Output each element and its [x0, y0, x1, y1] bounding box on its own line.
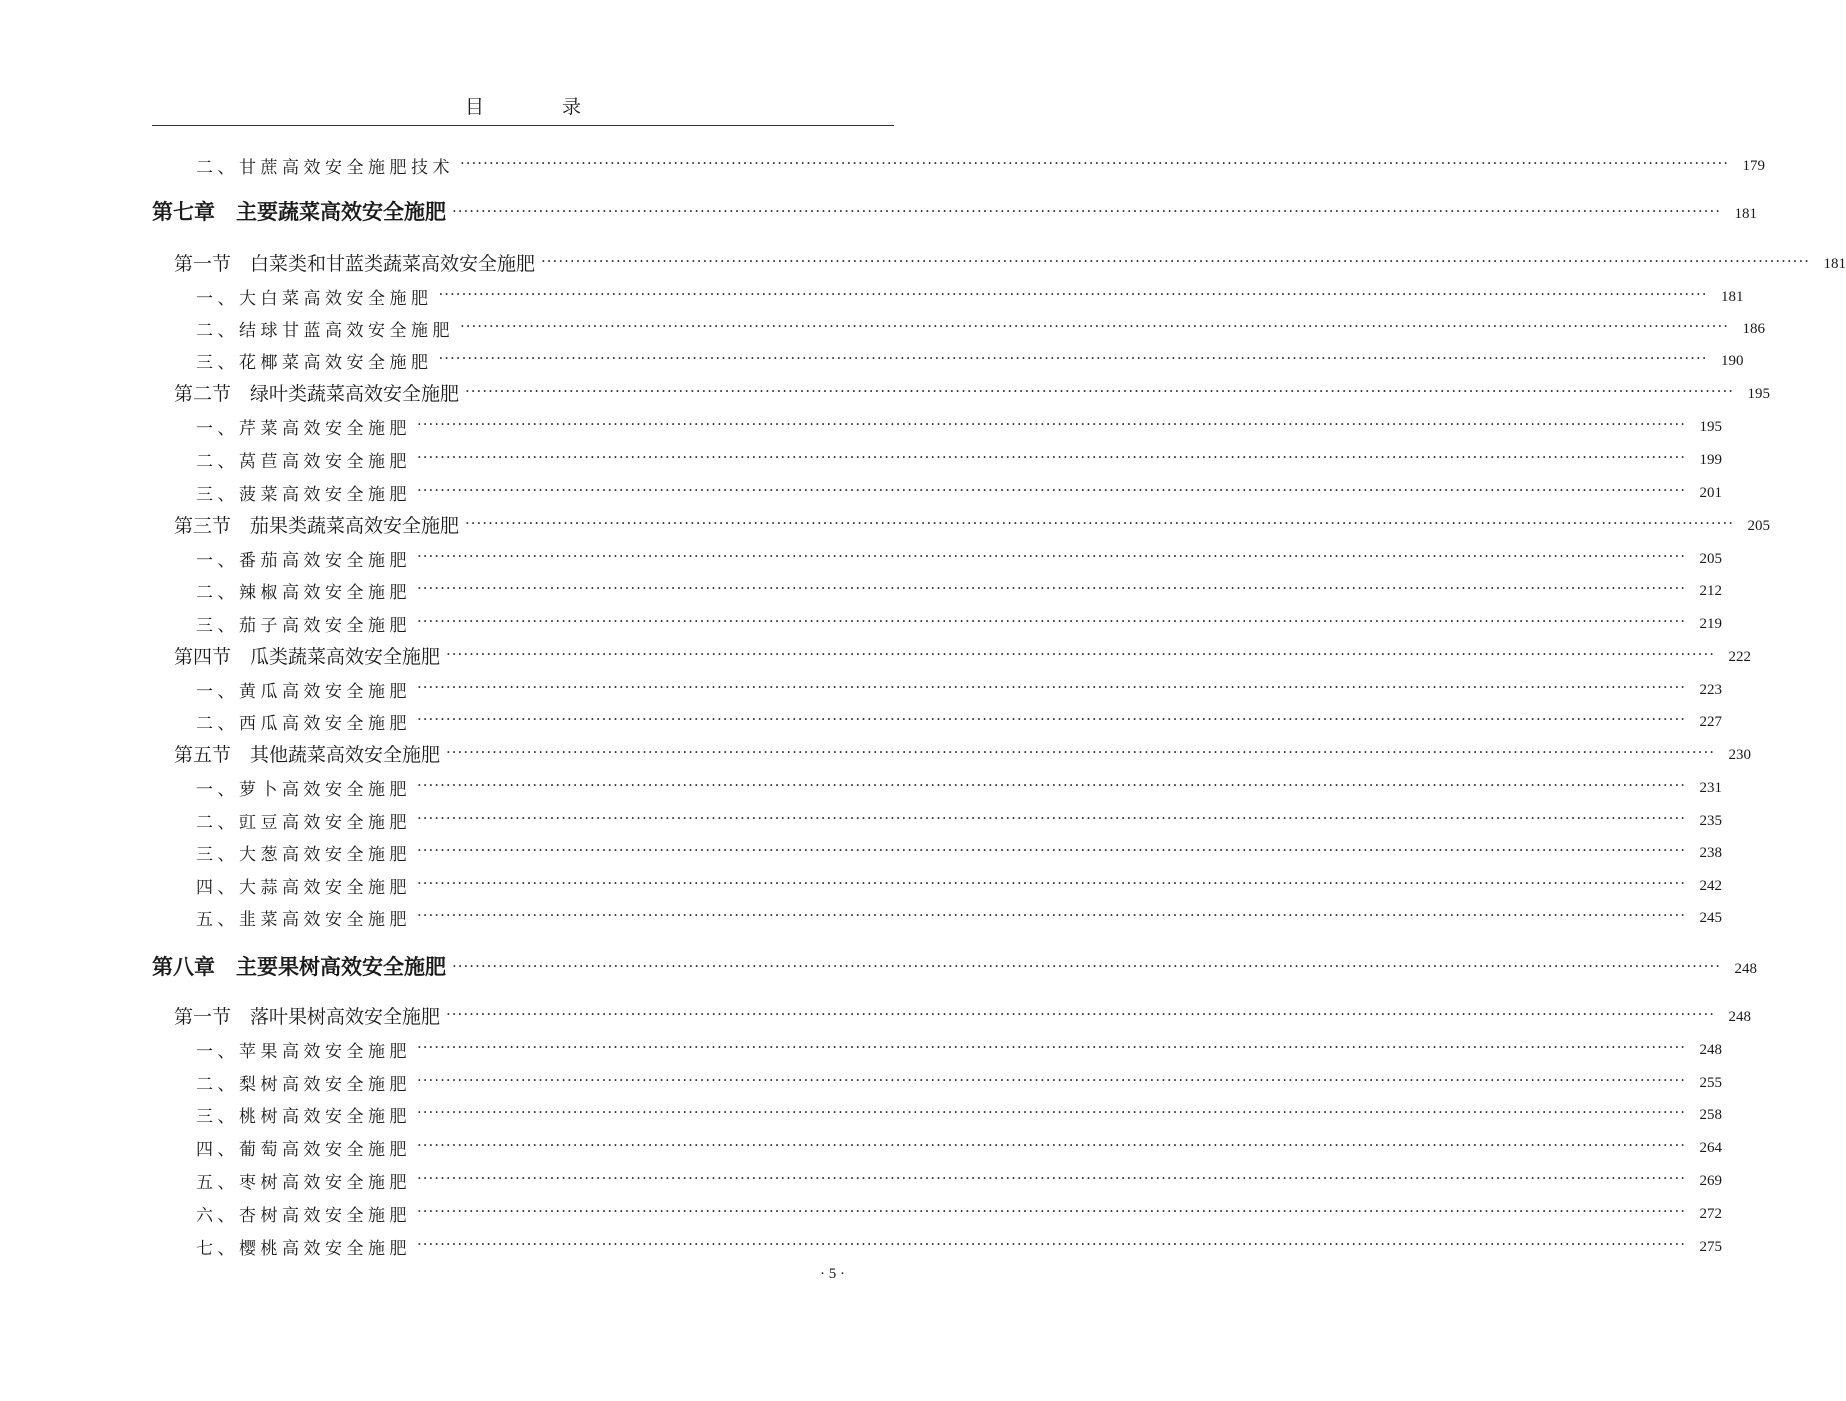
- toc-item-entry[interactable]: [152, 1130, 1722, 1160]
- toc-leader-dots: ····························································································································································································································: [417, 809, 1686, 827]
- toc-item-entry[interactable]: [152, 835, 1722, 865]
- toc-page-number: 248: [1699, 1042, 1722, 1058]
- toc-entry-label: 二、辣椒高效安全施肥: [196, 583, 411, 603]
- toc-entry-label: 一、大白菜高效安全施肥: [196, 289, 433, 309]
- toc-entry-label: 二、莴苣高效安全施肥: [196, 452, 411, 472]
- toc-leader-dots: ····························································································································································································································: [417, 481, 1686, 499]
- toc-entry-label: 二、甘蔗高效安全施肥技术: [196, 158, 454, 178]
- toc-leader-dots: ····························································································································································································································: [417, 841, 1686, 859]
- toc-leader-dots: ····························································································································································································································: [446, 1005, 1715, 1023]
- toc-page-number: 179: [1742, 158, 1765, 174]
- toc-leader-dots: ····························································································································································································································: [452, 202, 1721, 220]
- toc-page-number: 264: [1699, 1140, 1722, 1156]
- toc-item-entry[interactable]: [152, 442, 1722, 472]
- toc-page-number: 199: [1699, 452, 1722, 468]
- toc-item-entry[interactable]: [152, 311, 1765, 341]
- toc-section-entry[interactable]: [152, 999, 1751, 1029]
- toc-item-entry[interactable]: [152, 1196, 1722, 1226]
- toc-item-entry[interactable]: [152, 704, 1722, 734]
- toc-page-number: 219: [1699, 616, 1722, 632]
- toc-page-number: 227: [1699, 714, 1722, 730]
- toc-leader-dots: ····························································································································································································································: [417, 612, 1686, 630]
- toc-page-number: 181: [1734, 206, 1757, 222]
- toc-page-number: 269: [1699, 1173, 1722, 1189]
- toc-page-number: 255: [1699, 1075, 1722, 1091]
- toc-entry-label: 一、芹菜高效安全施肥: [196, 419, 411, 439]
- toc-section-entry[interactable]: [152, 376, 1770, 406]
- toc-item-entry[interactable]: [152, 1229, 1722, 1259]
- toc-entry-label: 第三节 茄果类蔬菜高效安全施肥: [174, 515, 460, 537]
- toc-item-entry[interactable]: [152, 803, 1722, 833]
- toc-item-entry[interactable]: [152, 1097, 1722, 1127]
- toc-entry-label: 三、大葱高效安全施肥: [196, 845, 411, 865]
- toc-leader-dots: ····························································································································································································································: [417, 1071, 1686, 1089]
- toc-leader-dots: ····························································································································································································································: [417, 710, 1686, 728]
- toc-entry-label: 二、西瓜高效安全施肥: [196, 714, 411, 734]
- toc-page-number: 245: [1699, 910, 1722, 926]
- toc-entry-label: 第一节 白菜类和甘蓝类蔬菜高效安全施肥: [174, 253, 536, 275]
- toc-leader-dots: ····························································································································································································································: [417, 776, 1686, 794]
- toc-leader-dots: ····························································································································································································································: [438, 349, 1708, 367]
- toc-item-entry[interactable]: [152, 1163, 1722, 1193]
- toc-leader-dots: ····························································································································································································································: [417, 415, 1686, 433]
- toc-page-number: 238: [1699, 845, 1722, 861]
- toc-leader-dots: ····························································································································································································································: [452, 957, 1721, 975]
- toc-item-entry[interactable]: [152, 541, 1722, 571]
- toc-item-entry[interactable]: [152, 343, 1744, 373]
- toc-entry-label: 三、菠菜高效安全施肥: [196, 485, 411, 505]
- toc-leader-dots: ····························································································································································································································: [417, 448, 1686, 466]
- header-rule: [152, 125, 894, 126]
- toc-page-number: 181: [1823, 256, 1846, 272]
- toc-page-number: 242: [1699, 878, 1722, 894]
- toc-entry-label: 一、萝卜高效安全施肥: [196, 780, 411, 800]
- toc-leader-dots: ····························································································································································································································: [417, 1103, 1686, 1121]
- toc-entry-label: 五、韭菜高效安全施肥: [196, 910, 411, 930]
- toc-leader-dots: ····························································································································································································································: [417, 579, 1686, 597]
- toc-item-entry[interactable]: [152, 900, 1722, 930]
- toc-page-number: 201: [1699, 485, 1722, 501]
- toc-item-entry[interactable]: [152, 1032, 1722, 1062]
- toc-page-number: 223: [1699, 682, 1722, 698]
- toc-chapter-entry[interactable]: [152, 951, 1757, 981]
- toc-entry-label: 五、枣树高效安全施肥: [196, 1173, 411, 1193]
- toc-leader-dots: ····························································································································································································································: [541, 252, 1810, 270]
- toc-page-number: 275: [1699, 1239, 1722, 1255]
- toc-leader-dots: ····························································································································································································································: [465, 382, 1734, 400]
- toc-entry-label: 第一节 落叶果树高效安全施肥: [174, 1006, 441, 1028]
- toc-entry-label: 三、花椰菜高效安全施肥: [196, 353, 433, 373]
- toc-leader-dots: ····························································································································································································································: [417, 1235, 1686, 1253]
- toc-page-number: 205: [1747, 518, 1770, 534]
- toc-item-entry[interactable]: [152, 1065, 1722, 1095]
- toc-item-entry[interactable]: [152, 279, 1744, 309]
- toc-page-number: 181: [1720, 289, 1744, 305]
- toc-leader-dots: ····························································································································································································································: [417, 1038, 1686, 1056]
- toc-page-number: 212: [1699, 583, 1722, 599]
- toc-entry-label: 一、苹果高效安全施肥: [196, 1042, 411, 1062]
- page-number: · 5 ·: [820, 1266, 845, 1282]
- toc-entry-label: 七、樱桃高效安全施肥: [196, 1239, 411, 1259]
- toc-entry-label: 三、桃树高效安全施肥: [196, 1107, 411, 1127]
- toc-entry-label: 四、大蒜高效安全施肥: [196, 878, 411, 898]
- toc-leader-dots: ····························································································································································································································: [438, 285, 1708, 303]
- toc-entry-label: 第八章 主要果树高效安全施肥: [152, 955, 446, 979]
- toc-leader-dots: ····························································································································································································································: [446, 645, 1715, 663]
- toc-item-entry[interactable]: [152, 148, 1765, 178]
- toc-entry-label: 第二节 绿叶类蔬菜高效安全施肥: [174, 383, 460, 405]
- toc-entry-label: 四、葡萄高效安全施肥: [196, 1140, 411, 1160]
- toc-entry-label: 一、番茄高效安全施肥: [196, 551, 411, 571]
- toc-page-number: 186: [1742, 321, 1765, 337]
- page-header-title: 目 录: [464, 96, 618, 118]
- toc-page-number: 272: [1699, 1206, 1722, 1222]
- toc-entry-label: 一、黄瓜高效安全施肥: [196, 682, 411, 702]
- toc-page-number: 230: [1728, 747, 1751, 763]
- toc-leader-dots: ····························································································································································································································: [460, 154, 1729, 172]
- toc-item-entry[interactable]: [152, 606, 1722, 636]
- toc-entry-label: 第五节 其他蔬菜高效安全施肥: [174, 744, 441, 766]
- toc-item-entry[interactable]: [152, 672, 1722, 702]
- toc-page-number: 231: [1699, 780, 1722, 796]
- toc-chapter-entry[interactable]: [152, 196, 1757, 226]
- toc-leader-dots: ····························································································································································································································: [417, 547, 1686, 565]
- toc-page-number: 205: [1699, 551, 1722, 567]
- toc-page-number: 195: [1699, 419, 1722, 435]
- toc-page-number: 248: [1734, 961, 1757, 977]
- toc-entry-label: 二、结球甘蓝高效安全施肥: [196, 321, 454, 341]
- toc-leader-dots: ····························································································································································································································: [417, 1169, 1686, 1187]
- toc-page-number: 235: [1699, 813, 1722, 829]
- toc-entry-label: 第四节 瓜类蔬菜高效安全施肥: [174, 646, 441, 668]
- toc-leader-dots: ····························································································································································································································: [417, 906, 1686, 924]
- toc-leader-dots: ····························································································································································································································: [460, 317, 1729, 335]
- toc-entry-label: 六、杏树高效安全施肥: [196, 1206, 411, 1226]
- toc-leader-dots: ····························································································································································································································: [417, 678, 1686, 696]
- toc-leader-dots: ····························································································································································································································: [417, 874, 1686, 892]
- toc-item-entry[interactable]: [152, 573, 1722, 603]
- toc-entry-label: 三、茄子高效安全施肥: [196, 616, 411, 636]
- toc-entry-label: 二、梨树高效安全施肥: [196, 1075, 411, 1095]
- toc-section-entry[interactable]: [152, 508, 1770, 538]
- toc-page-number: 258: [1699, 1107, 1722, 1123]
- toc-page-number: 195: [1747, 386, 1770, 402]
- toc-item-entry[interactable]: [152, 409, 1722, 439]
- toc-item-entry[interactable]: [152, 770, 1722, 800]
- toc-item-entry[interactable]: [152, 868, 1722, 898]
- toc-section-entry[interactable]: [152, 737, 1751, 767]
- toc-item-entry[interactable]: [152, 475, 1722, 505]
- toc-entry-label: 第七章 主要蔬菜高效安全施肥: [152, 200, 446, 224]
- toc-page-number: 222: [1728, 649, 1751, 665]
- toc-leader-dots: ····························································································································································································································: [417, 1202, 1686, 1220]
- toc-page-number: 248: [1728, 1009, 1751, 1025]
- toc-section-entry[interactable]: [152, 246, 1846, 276]
- toc-leader-dots: ····························································································································································································································: [446, 743, 1715, 761]
- toc-section-entry[interactable]: [152, 639, 1751, 669]
- toc-page-number: 190: [1720, 353, 1744, 369]
- toc-leader-dots: ····························································································································································································································: [465, 514, 1734, 532]
- toc-entry-label: 二、豇豆高效安全施肥: [196, 813, 411, 833]
- toc-leader-dots: ····························································································································································································································: [417, 1136, 1686, 1154]
